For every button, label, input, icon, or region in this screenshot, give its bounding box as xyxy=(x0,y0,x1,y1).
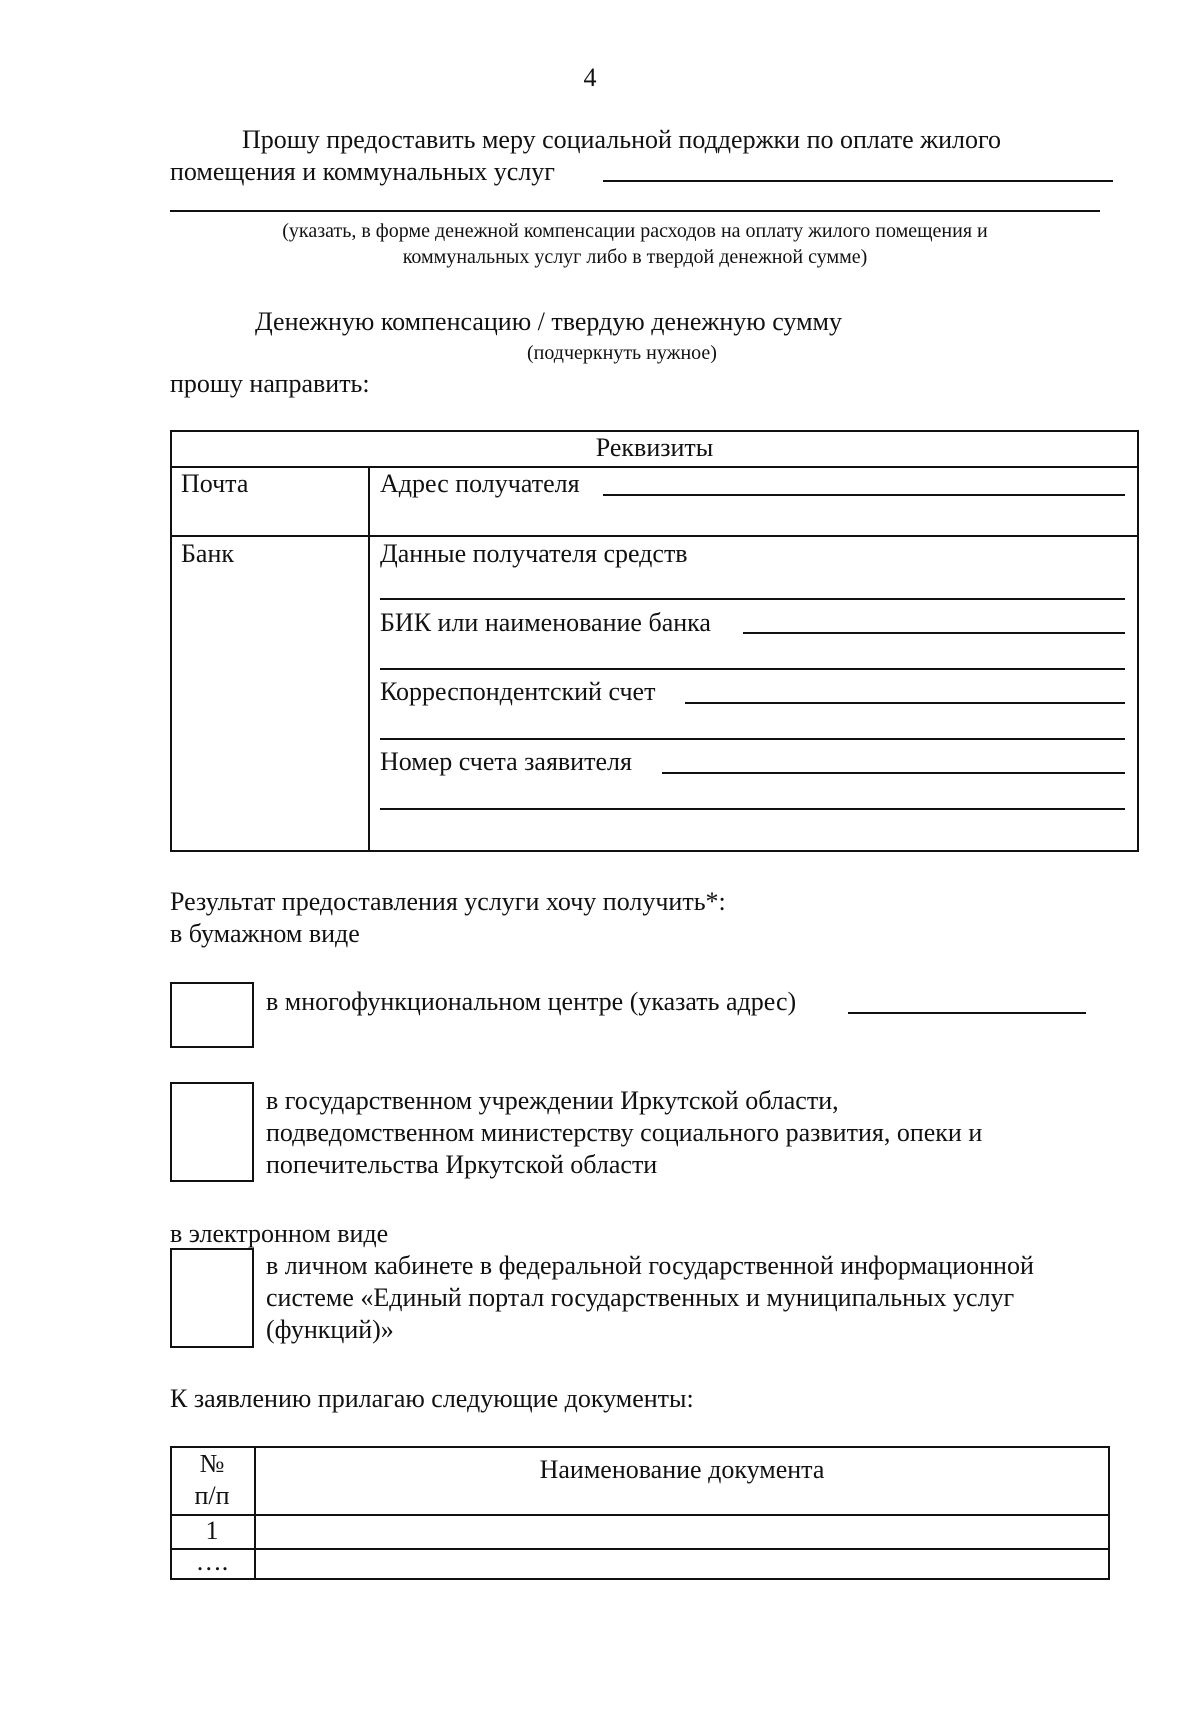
recipient-label: Данные получателя средств xyxy=(380,539,688,568)
portal-checkbox[interactable] xyxy=(170,1248,254,1348)
col-num-line-1: № xyxy=(199,1449,225,1478)
requisites-column-divider xyxy=(368,466,370,852)
gov-institution-checkbox[interactable] xyxy=(170,1082,254,1182)
request-line-1: Прошу предоставить меру социальной поддержки по оплате жилого xyxy=(242,125,1002,154)
mfc-checkbox[interactable] xyxy=(170,982,254,1048)
requisites-divider xyxy=(170,466,1139,468)
portal-line-2: системе «Единый портал государственных и муниципальных услуг xyxy=(266,1283,1015,1312)
mail-address-field[interactable] xyxy=(603,494,1125,496)
paper-label: в бумажном виде xyxy=(170,919,360,948)
mail-address-label: Адрес получателя xyxy=(380,469,580,498)
request-line-2: помещения и коммунальных услуг xyxy=(170,157,555,186)
account-label: Номер счета заявителя xyxy=(380,747,632,776)
col-num-line-2: п/п xyxy=(194,1481,230,1510)
corr-account-field[interactable] xyxy=(685,702,1125,704)
bik-label: БИК или наименование банка xyxy=(380,608,711,637)
compensation-hint: (подчеркнуть нужное) xyxy=(527,342,717,364)
portal-line-3: (функций)» xyxy=(266,1315,394,1344)
compensation-title: Денежную компенсацию / твердую денежную сумму xyxy=(255,307,842,336)
bank-label: Банк xyxy=(181,539,235,568)
gov-institution-line-2: подведомственном министерству социального развития, опеки и xyxy=(266,1118,983,1147)
result-title: Результат предоставления услуги хочу получить*: xyxy=(170,887,726,916)
gov-institution-line-3: попечительства Иркутской области xyxy=(266,1150,658,1179)
document-row-num: …. xyxy=(195,1547,229,1576)
mail-label: Почта xyxy=(181,469,249,498)
electronic-label: в электронном виде xyxy=(170,1219,389,1248)
requisites-header: Реквизиты xyxy=(595,433,714,462)
account-field[interactable] xyxy=(662,772,1125,774)
support-type-field[interactable] xyxy=(603,180,1113,182)
corr-account-field-continued[interactable] xyxy=(380,738,1125,740)
request-hint-line-1: (указать, в форме денежной компенсации расходов на оплату жилого помещения и xyxy=(282,220,988,242)
document-row-num: 1 xyxy=(205,1516,219,1545)
recipient-field[interactable] xyxy=(380,598,1125,600)
requisites-row-divider xyxy=(170,535,1139,537)
support-type-field-continued[interactable] xyxy=(170,210,1100,212)
bik-field[interactable] xyxy=(743,632,1125,634)
send-label: прошу направить: xyxy=(170,369,370,398)
document-row-name[interactable] xyxy=(266,1515,1096,1547)
portal-line-1: в личном кабинете в федеральной государственной информационной xyxy=(266,1251,1034,1280)
request-hint-line-2: коммунальных услуг либо в твердой денежной сумме) xyxy=(402,246,868,268)
account-field-continued[interactable] xyxy=(380,808,1125,810)
corr-account-label: Корреспондентский счет xyxy=(380,677,656,706)
mfc-address-field[interactable] xyxy=(848,1012,1086,1014)
bik-field-continued[interactable] xyxy=(380,668,1125,670)
col-name-header: Наименование документа xyxy=(539,1455,825,1484)
gov-institution-line-1: в государственном учреждении Иркутской области, xyxy=(266,1086,839,1115)
mfc-label: в многофункциональном центре (указать адрес) xyxy=(266,987,797,1016)
page-number: 4 xyxy=(583,63,597,92)
documents-title: К заявлению прилагаю следующие документы: xyxy=(170,1384,694,1413)
document-row-name[interactable] xyxy=(266,1549,1096,1579)
